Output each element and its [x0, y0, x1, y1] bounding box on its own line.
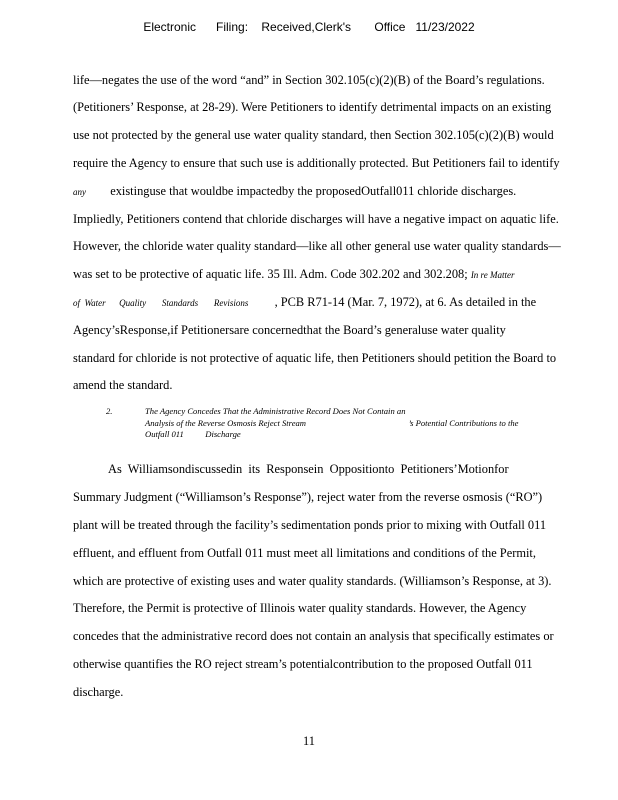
- body-line: However, the chloride water quality standard—like all other general use water quality standards—: [73, 239, 561, 253]
- body-line: [73, 183, 516, 200]
- body-line-text: existinguse that wouldbe impactedby the proposedOutfall011 chloride discharges.: [110, 184, 517, 198]
- italic-any: any: [73, 187, 86, 197]
- italic-in-re: In re Matter: [470, 270, 515, 280]
- body-line: which are protective of existing uses and water quality standards. (Williamson’s Response, at 3).: [73, 574, 552, 588]
- body-line: otherwise quantifies the RO reject stream’s potentialcontribution to the proposed Outfall 011: [73, 657, 533, 671]
- body-line: Therefore, the Permit is protective of Illinois water quality standards. However, the Agency: [73, 601, 527, 615]
- heading-line: The Agency Concedes That the Administrative Record Does Not Contain an: [145, 406, 406, 416]
- body-line: standard for chloride is not protective of aquatic life, then Petitioners should petition the Board to: [73, 351, 557, 365]
- body-line: discharge.: [73, 685, 124, 699]
- filing-header: Electronic Filing: Received,Clerk's Office 11/23/2022: [143, 20, 475, 34]
- body-line: Summary Judgment (“Williamson’s Response”), reject water from the reverse osmosis (“RO”): [73, 490, 543, 504]
- heading-line: [145, 418, 518, 430]
- page-number: 11: [303, 734, 315, 748]
- body-line: effluent, and effluent from Outfall 011 must meet all limitations and conditions of the Permit,: [73, 546, 536, 560]
- heading-line-part: ’s Potential Contributions to the: [408, 417, 519, 428]
- heading-text: [145, 406, 518, 441]
- body-line: Impliedly, Petitioners contend that chloride discharges will have a negative impact on aquatic life.: [73, 212, 559, 226]
- body-line-text: , PCB R71-14 (Mar. 7, 1972), at 6. As detailed in the: [274, 295, 537, 309]
- heading-line: Outfall 011 Discharge: [145, 429, 241, 439]
- body-line: require the Agency to ensure that such use is additionally protected. But Petitioners fail to identify: [73, 156, 560, 170]
- heading-number: 2.: [106, 406, 113, 416]
- body-line: amend the standard.: [73, 378, 173, 392]
- body-line: As Williamsondiscussedin its Responsein Oppositionto Petitioners’Motionfor: [108, 462, 509, 476]
- body-line-text: was set to be protective of aquatic life. 35 Ill. Adm. Code 302.202 and 302.208;: [73, 267, 468, 281]
- body-line: life—negates the use of the word “and” in Section 302.105(c)(2)(B) of the Board’s regulations.: [73, 73, 545, 87]
- body-line: plant will be treated through the facility’s sedimentation ponds prior to mixing with Outfall 011: [73, 518, 547, 532]
- heading-line-part: Analysis of the Reverse Osmosis Reject Stream: [145, 417, 307, 428]
- body-line: concedes that the administrative record does not contain an analysis that specifically estimates or: [73, 629, 554, 643]
- body-line: [73, 266, 514, 283]
- body-line: Agency’sResponse,if Petitionersare concernedthat the Board’s generaluse water quality: [73, 323, 506, 337]
- body-line: use not protected by the general use water quality standard, then Section 302.105(c)(2)(B) would: [73, 128, 554, 142]
- body-line: [73, 294, 536, 311]
- body-line: (Petitioners’ Response, at 28-29). Were Petitioners to identify detrimental impacts on an existing: [73, 100, 552, 114]
- italic-case-name: of Water Quality Standards Revisions: [73, 298, 249, 308]
